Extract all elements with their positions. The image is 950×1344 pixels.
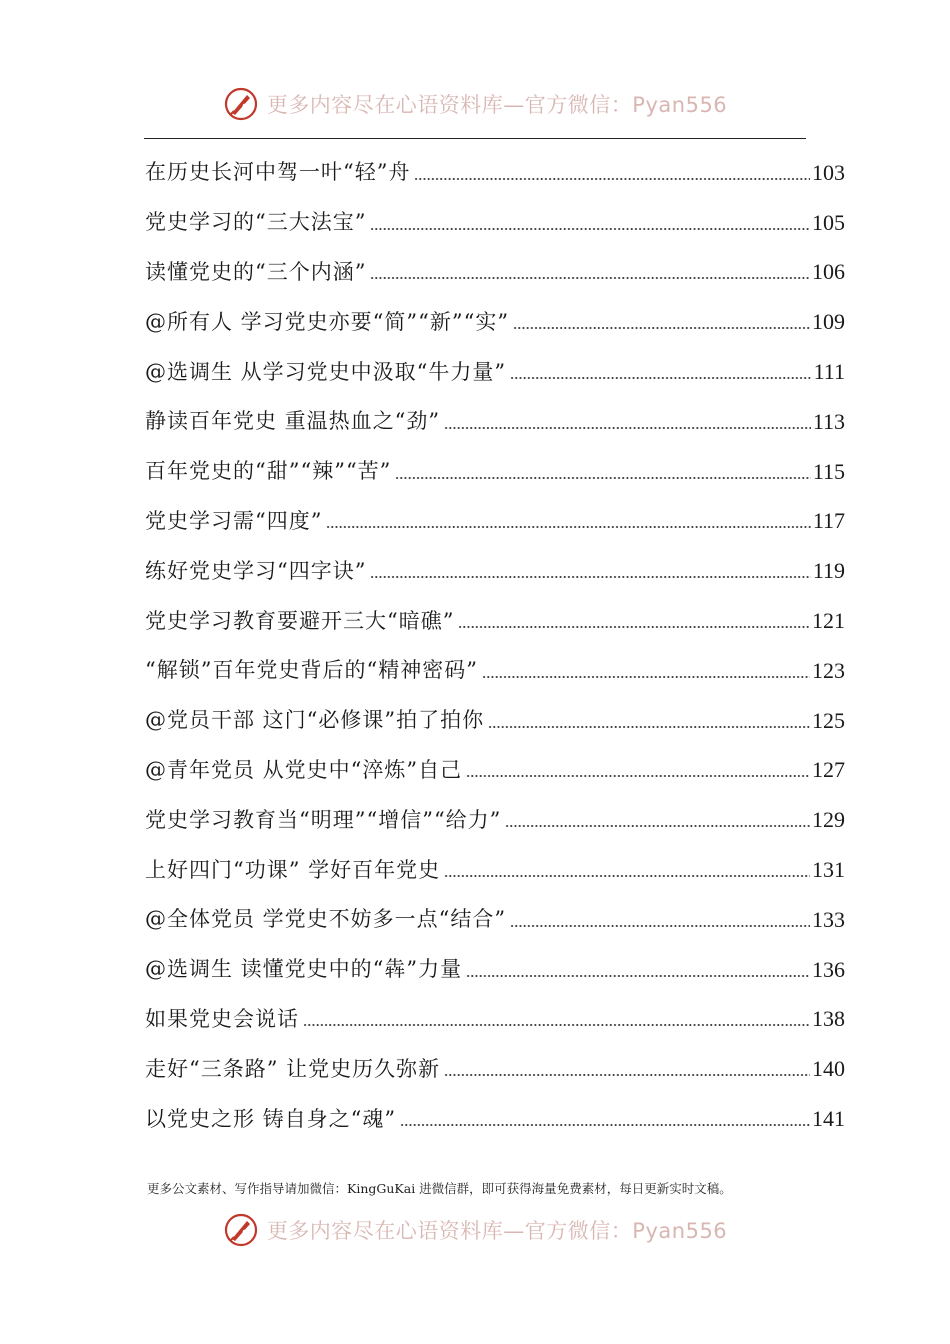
dot-leader bbox=[395, 475, 810, 481]
toc-entry-page-number: 140 bbox=[812, 1056, 845, 1082]
toc-entry[interactable] bbox=[145, 546, 845, 596]
toc-entry-title: 以党史之形 铸自身之“魂” bbox=[145, 1106, 397, 1131]
toc-entry-title: @选调生 读懂党史中的“犇”力量 bbox=[145, 957, 463, 982]
toc-entry-title: 党史学习的“三大法宝” bbox=[145, 210, 367, 235]
toc-entry-page-number: 121 bbox=[812, 608, 845, 634]
toc-entry[interactable] bbox=[145, 895, 845, 945]
toc-entry-page-number: 106 bbox=[812, 259, 845, 285]
toc-entry-page-number: 103 bbox=[812, 159, 845, 185]
toc-entry[interactable] bbox=[145, 497, 845, 547]
dot-leader bbox=[444, 425, 811, 431]
toc-entry-page-number: 133 bbox=[812, 906, 845, 932]
toc-entry-title: 读懂党史的“三个内涵” bbox=[145, 259, 367, 284]
dot-leader bbox=[444, 1072, 810, 1078]
toc-entry-page-number: 129 bbox=[812, 807, 845, 833]
toc-entry-title: 党史学习教育当“明理”“增信”“给力” bbox=[145, 807, 502, 832]
dot-leader bbox=[510, 375, 811, 381]
dot-leader bbox=[458, 624, 810, 630]
toc-entry-title: 上好四门“功课” 学好百年党史 bbox=[145, 857, 441, 882]
dot-leader bbox=[400, 1122, 810, 1128]
dot-leader bbox=[370, 226, 810, 232]
toc-entry[interactable] bbox=[145, 397, 845, 447]
toc-entry-title: 百年党史的“甜”“辣”“苦” bbox=[145, 459, 392, 484]
header-rule bbox=[144, 138, 806, 139]
toc-entry-title: @全体党员 学党史不妨多一点“结合” bbox=[145, 907, 507, 932]
toc-entry[interactable] bbox=[145, 696, 845, 746]
toc-entry-title: 走好“三条路” 让党史历久弥新 bbox=[145, 1056, 441, 1081]
toc-entry[interactable] bbox=[145, 596, 845, 646]
toc-entry[interactable] bbox=[145, 845, 845, 895]
toc-entry-page-number: 136 bbox=[812, 956, 845, 982]
dot-leader bbox=[444, 873, 810, 879]
footer-banner-text: 更多内容尽在心语资料库—官方微信：Pyan556 bbox=[266, 1219, 728, 1243]
toc-entry-title: @党员干部 这门“必修课”拍了拍你 bbox=[145, 708, 485, 733]
toc-entry-title: 党史学习教育要避开三大“暗礁” bbox=[145, 608, 455, 633]
toc-entry[interactable] bbox=[145, 995, 845, 1045]
toc-entry[interactable] bbox=[145, 148, 845, 198]
dot-leader bbox=[488, 724, 810, 730]
dot-leader bbox=[414, 176, 810, 182]
quill-pen-seal-icon bbox=[223, 1212, 259, 1248]
table-of-contents bbox=[145, 148, 845, 1144]
dot-leader bbox=[326, 524, 810, 530]
toc-entry-page-number: 123 bbox=[812, 657, 845, 683]
toc-entry[interactable] bbox=[145, 795, 845, 845]
toc-entry[interactable] bbox=[145, 1044, 845, 1094]
dot-leader bbox=[303, 1022, 810, 1028]
toc-entry[interactable] bbox=[145, 347, 845, 397]
toc-entry[interactable] bbox=[145, 945, 845, 995]
toc-entry-page-number: 138 bbox=[812, 1006, 845, 1032]
footnote: 更多公文素材、写作指导请加微信：KingGuKai 进微信群，即可获得海量免费素材，每日更新实时文稿。 bbox=[147, 1181, 732, 1196]
toc-entry[interactable] bbox=[145, 646, 845, 696]
toc-entry-title: 如果党史会说话 bbox=[145, 1006, 299, 1031]
quill-pen-seal-icon bbox=[223, 86, 259, 122]
toc-entry-page-number: 115 bbox=[812, 458, 845, 484]
toc-entry-title: 练好党史学习“四字诀” bbox=[145, 558, 367, 583]
toc-entry-title: 党史学习需“四度” bbox=[145, 508, 323, 533]
toc-entry-page-number: 119 bbox=[812, 558, 845, 584]
toc-entry-page-number: 125 bbox=[812, 707, 845, 733]
toc-entry-page-number: 113 bbox=[812, 408, 845, 434]
toc-entry-page-number: 117 bbox=[812, 508, 845, 534]
dot-leader bbox=[466, 973, 810, 979]
toc-entry[interactable] bbox=[145, 248, 845, 298]
header-banner bbox=[0, 82, 950, 126]
toc-entry-page-number: 131 bbox=[812, 857, 845, 883]
toc-entry-title: @青年党员 从党史中“淬炼”自己 bbox=[145, 757, 463, 782]
toc-entry[interactable] bbox=[145, 447, 845, 497]
dot-leader bbox=[370, 275, 810, 281]
dot-leader bbox=[510, 923, 810, 929]
toc-entry-title: 在历史长河中驾一叶“轻”舟 bbox=[145, 160, 411, 185]
dot-leader bbox=[370, 574, 810, 580]
toc-entry-page-number: 111 bbox=[813, 359, 845, 385]
toc-entry-page-number: 127 bbox=[812, 757, 845, 783]
dot-leader bbox=[513, 325, 810, 331]
footer-banner bbox=[0, 1208, 950, 1252]
dot-leader bbox=[505, 823, 810, 829]
toc-entry-title: “解锁”百年党史背后的“精神密码” bbox=[145, 658, 478, 683]
toc-entry[interactable] bbox=[145, 198, 845, 248]
toc-entry[interactable] bbox=[145, 1094, 845, 1144]
toc-entry-page-number: 105 bbox=[812, 209, 845, 235]
toc-entry-title: 静读百年党史 重温热血之“劲” bbox=[145, 409, 441, 434]
toc-entry[interactable] bbox=[145, 297, 845, 347]
toc-entry[interactable] bbox=[145, 746, 845, 796]
toc-entry-page-number: 109 bbox=[812, 309, 845, 335]
header-banner-text: 更多内容尽在心语资料库—官方微信：Pyan556 bbox=[266, 93, 728, 117]
toc-entry-title: @所有人 学习党史亦要“简”“新”“实” bbox=[145, 309, 510, 334]
toc-entry-title: @选调生 从学习党史中汲取“牛力量” bbox=[145, 359, 507, 384]
dot-leader bbox=[466, 773, 810, 779]
toc-entry-page-number: 141 bbox=[812, 1106, 845, 1132]
dot-leader bbox=[482, 674, 810, 680]
